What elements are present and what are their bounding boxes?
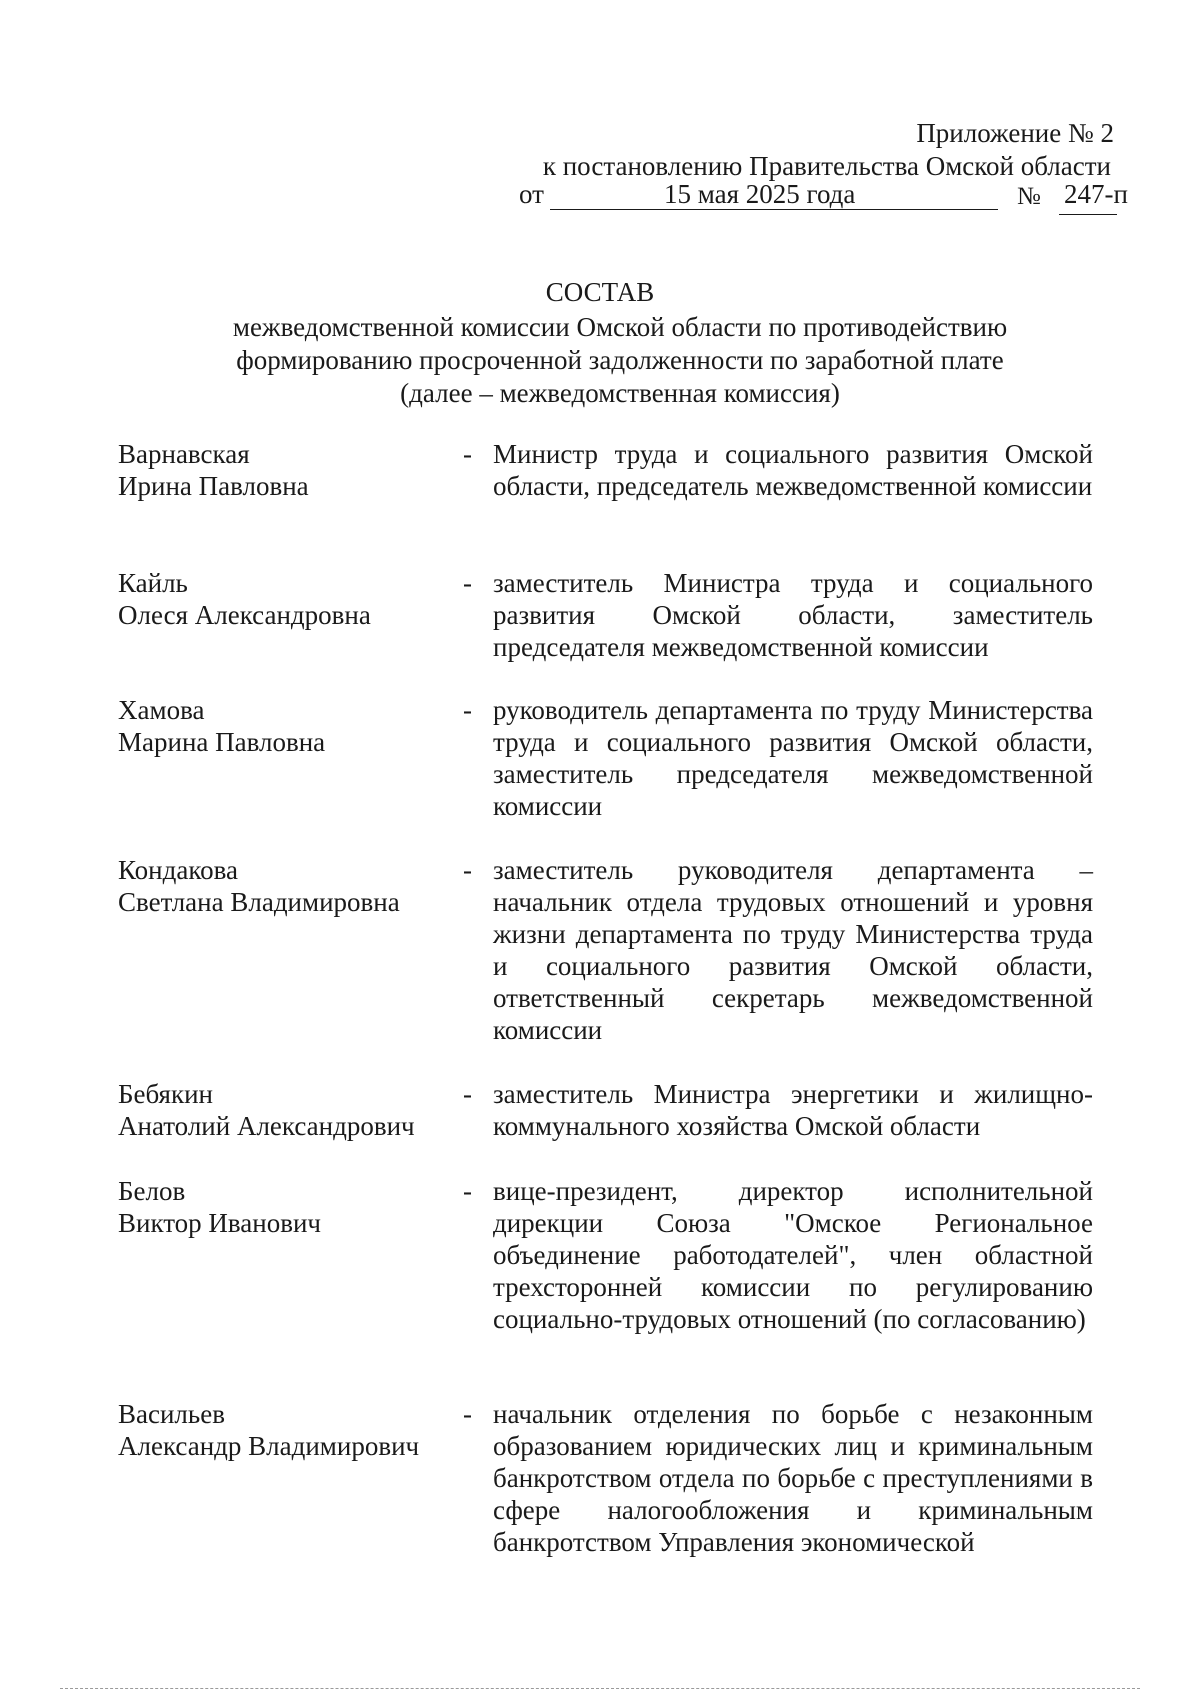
subtitle-line-2: формированию просроченной задолженности по заработной плате bbox=[236, 345, 1004, 375]
member-name bbox=[118, 854, 438, 918]
member-name bbox=[118, 694, 438, 758]
member-surname: Кайль bbox=[118, 568, 188, 598]
member-surname: Варнавская bbox=[118, 439, 250, 469]
date-prefix: от bbox=[519, 179, 544, 209]
appendix-title: Приложение № 2 bbox=[916, 118, 1114, 148]
member-name bbox=[118, 1175, 438, 1239]
appendix-date-row bbox=[519, 178, 1131, 214]
member-name bbox=[118, 1078, 438, 1142]
member-surname: Хамова bbox=[118, 695, 205, 725]
member-surname: Кондакова bbox=[118, 855, 238, 885]
document-subtitle bbox=[0, 311, 1200, 410]
subtitle-line-3: (далее – межведомственная комиссия) bbox=[400, 378, 840, 408]
number-underline bbox=[1059, 214, 1117, 215]
appendix-reference: к постановлению Правительства Омской области bbox=[542, 151, 1111, 181]
member-role: заместитель Министра энергетики и жилищно-коммунального хозяйства Омской области bbox=[493, 1079, 1093, 1141]
decree-date: 15 мая 2025 года bbox=[664, 179, 856, 209]
member-role: заместитель Министра труда и социального развития Омской области, заместитель председателя межведомственной комиссии bbox=[493, 568, 1093, 662]
member-given-names: Олеся Александровна bbox=[118, 600, 371, 630]
member-dash: - bbox=[463, 1399, 472, 1429]
member-role: начальник отделения по борьбе с незаконным образованием юридических лиц и криминальным банкротством отдела по борьбе с преступлениями в сфере налогообложения и криминальным банкротством Управления экономической bbox=[493, 1399, 1093, 1557]
member-surname: Васильев bbox=[118, 1399, 225, 1429]
member-dash: - bbox=[463, 695, 472, 725]
member-given-names: Марина Павловна bbox=[118, 727, 326, 757]
number-sign: № bbox=[1017, 183, 1041, 210]
member-dash: - bbox=[463, 1176, 472, 1206]
member-role: вице-президент, директор исполнительной дирекции Союза "Омское Региональное объединение работодателей", член областной трехсторонней комиссии по регулированию социально-трудовых отношений (по согласованию) bbox=[493, 1176, 1093, 1334]
member-role: заместитель руководителя департамента – начальник отдела трудовых отношений и уровня жизни департамента по труду Министерства труда и социального развития Омской области, ответственный секретарь межведомственной комиссии bbox=[493, 855, 1093, 1045]
member-surname: Бебякин bbox=[118, 1079, 213, 1109]
member-name bbox=[118, 1398, 438, 1462]
member-name bbox=[118, 567, 438, 631]
member-given-names: Анатолий Александрович bbox=[118, 1111, 415, 1141]
member-dash: - bbox=[463, 1079, 472, 1109]
member-dash: - bbox=[463, 855, 472, 885]
member-dash: - bbox=[463, 439, 472, 469]
member-surname: Белов bbox=[118, 1176, 186, 1206]
member-given-names: Александр Владимирович bbox=[118, 1431, 420, 1461]
scan-bottom-edge bbox=[60, 1688, 1140, 1689]
member-role: руководитель департамента по труду Министерства труда и социального развития Омской области, заместитель председателя межведомственной комиссии bbox=[493, 695, 1093, 821]
member-given-names: Светлана Владимировна bbox=[118, 887, 400, 917]
member-role: Министр труда и социального развития Омской области, председатель межведомственной комиссии bbox=[493, 439, 1093, 501]
decree-number: 247-п bbox=[1064, 179, 1128, 209]
document-title: СОСТАВ bbox=[545, 277, 655, 307]
member-given-names: Ирина Павловна bbox=[118, 471, 309, 501]
member-dash: - bbox=[463, 568, 472, 598]
member-given-names: Виктор Иванович bbox=[118, 1208, 322, 1238]
subtitle-line-1: межведомственной комиссии Омской области по противодействию bbox=[232, 312, 1008, 342]
member-name bbox=[118, 438, 438, 502]
